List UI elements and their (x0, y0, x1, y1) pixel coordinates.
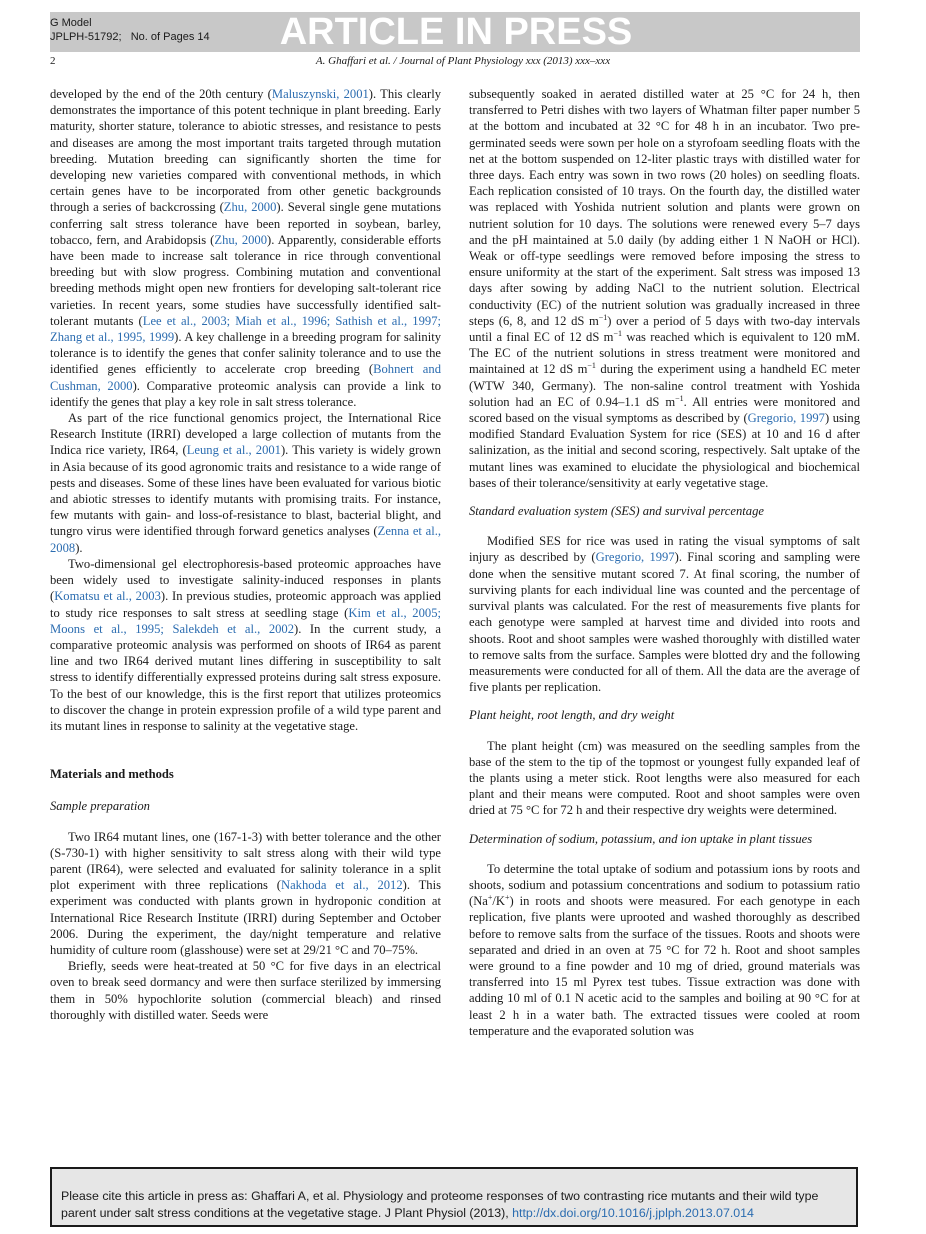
subsection-heading: Plant height, root length, and dry weight (469, 708, 675, 723)
reference-link[interactable]: Bohnert and Cushman, 2000 (50, 362, 441, 393)
paragraph: The plant height (cm) was measured on the seedling samples from the base of the stem to the tip of the topmost or youngest fully expanded leaf of the plants using a meter stick. Root lengths were also measured for each plant and their means were computed. Root and shoot samples were oven dried at 75 °C for 72 h and their respective dry weights were determined. (469, 738, 860, 818)
right-column (469, 86, 860, 1039)
paragraph: Two IR64 mutant lines, one (167-1-3) with better tolerance and the other (S-730-1) with higher sensitivity to salt stress along with their wild type parent (IR64), were selected and evaluated for salinity tolerance in a split plot experiment with three replications (Nakhoda et al., 2012). This experiment was conducted with plants grown in hydroponic condition at International Rice Research Institute (IRRI) during September and October 2006. During the experiment, the day/night temperature and relative humidity of culture room (glasshouse) were set at 29/21 °C and 70–75%. (50, 829, 442, 957)
paragraph: As part of the rice functional genomics project, the International Rice Research Institute (IRRI) developed a large collection of mutants from the Indica rice variety, IR64, (Leung et al., 2001). This variety is widely grown in Asia because of its good agronomic traits and resistance to a wide range of pests and diseases. Some of these lines have been evaluated for various biotic and abiotic stresses to identify mutants with promising traits. For instance, few mutants with gain- and loss-of-resistance to blast, bacterial blight, and tungro virus were identified through forward genetics analyses (Zenna et al., 2008). (50, 411, 441, 555)
reference-link[interactable]: Gregorio, 1997 (595, 550, 675, 565)
reference-link[interactable]: Maluszynski, 2001 (271, 87, 369, 101)
paragraph: Modified SES for rice was used in rating the visual symptoms of salt injury as described by (Gregorio, 1997). Final scoring and sampling were done when the sensitive mutant scored 7. At final scoring, the number of surviving plants for each individual line was counted and the percentage of survival plants was calculated. For the rest of measurements five plants for each genotype were sampled at harvest time and divided into roots and shoots. Root and shoot samples were washed thoroughly with distilled water to remove salts from the surface. Samples were blotted dry and the following measurements were conducted for all of them. All the data are the average of five plants per replication. (469, 534, 860, 695)
reference-link[interactable]: Zenna et al., 2008 (50, 524, 441, 555)
paragraph: developed by the end of the 20th century (Maluszynski, 2001). This clearly demonstrates the importance of this potent technique in plant breeding. Early maturity, shorter stature, tolerance to abiotic stresses, and resistance to pests and diseases are among the most important traits targeted through mutation breeding. Mutation breeding can significantly shorten the time for developing new varieties compared with conventional methods, in which certain genes have to be incorporated from other genetic backgrounds through a series of backcrossing (Zhu, 2000). Several single gene mutations conferring salt stress tolerance have been reported in soybean, barley, tobacco, fern, and Arabidopsis (Zhu, 2000). Apparently, considerable efforts have been made to increase salt tolerance in rice through conventional breeding but with slow progress. Combining mutation and conventional breeding methods might open new frontiers for developing salt-tolerant rice varieties. In recent years, some studies have successfully identified salt-tolerant mutants (Lee et al., 2003; Miah et al., 1996; Sathish et al., 1997; Zhang et al., 1995, 1999). A key challenge in a breeding program for salinity tolerance is to identify the genes that confer salinity tolerance and to use the identified genes efficiently to accelerate crop breeding (Bohnert and Cushman, 2000). Comparative proteomic analysis can provide a link to identify the genes that play a key role in salt stress tolerance. (50, 87, 442, 409)
journal-code: JPLPH-51792; (50, 31, 122, 43)
paragraph: Briefly, seeds were heat-treated at 50 °C for five days in an electrical oven to break seed dormancy and were then surface sterilized by immersing them in 50% hypochlorite solution (commercial bleach) and rinsed thoroughly with distilled water. Seeds were (50, 959, 441, 1022)
left-column (50, 86, 441, 1023)
reference-link[interactable]: Nakhoda et al., 2012 (280, 878, 403, 893)
gmodel-label: G Model (50, 17, 92, 29)
subsection-heading: Sample preparation (50, 799, 150, 814)
citation-text: Please cite this article in press as: Ghaffari A, et al. Physiology and proteome responses of two contrasting rice mutants and their wild type parent under salt stress conditions at the vegetative stage. J Plant Physiol (2013), (61, 1189, 819, 1220)
citation-box (50, 1167, 858, 1227)
reference-link[interactable]: Leung et al., 2001 (186, 443, 281, 458)
page-number: 2 (50, 55, 56, 67)
reference-link[interactable]: Gregorio, 1997 (747, 411, 825, 426)
paragraph: To determine the total uptake of sodium and potassium ions by roots and shoots, sodium and potassium concentrations and sodium to potassium ratio (Na+/K+) in roots and shoots were measured. For each genotype in each replication, five plants were uprooted and washed thoroughly as described before to remove salts from the surface of the tissues. Roots and shoots were separated and dried in an oven at 75 °C for 72 h. Root and shoot samples were ground to a fine powder and 10 mg of dried, ground materials was transferred into 15 ml Pyrex test tubes. Tissue extraction was done with adding 10 ml of 0.1 N acetic acid to the samples and boiling at 90 °C for at least 2 h in a water bath. The extracted tissues were cooled at room temperature and the evaporated solution was (469, 861, 860, 1038)
running-head: A. Ghaffari et al. / Journal of Plant Physiology xxx (2013) xxx–xxx (315, 55, 611, 67)
reference-link[interactable]: Zhu, 2000 (214, 232, 268, 247)
section-heading: Materials and methods (50, 767, 174, 782)
article-in-press-title: ARTICLE IN PRESS (279, 11, 633, 53)
paragraph: Two-dimensional gel electrophoresis-based proteomic approaches have been widely used to investigate salinity-induced responses in plants (Komatsu et al., 2003). In previous studies, proteomic approach was applied to study rice responses to salt stress at seedling stage (Kim et al., 2005; Moons et al., 1995; Salekdeh et al., 2002). In the current study, a comparative proteomic analysis was performed on shoots of IR64 as parent line and two IR64 derived mutant lines differing in susceptibility to salt stress to identify differentially expressed proteins during salt stress exposure. To the best of our knowledge, this is the first report that utilizes proteomics to discover the change in protein expression profile of a wild type parent and its mutant lines in response to salinity at the vegetative stage. (50, 556, 441, 733)
reference-link[interactable]: Komatsu et al., 2003 (54, 589, 161, 604)
subsection-heading: Determination of sodium, potassium, and ion uptake in plant tissues (469, 831, 813, 846)
paragraph: subsequently soaked in aerated distilled water at 25 °C for 24 h, then transferred to Petri dishes with two layers of Whatman filter paper number 5 at the bottom and incubated at 32 °C for 48 h in an incubator. Two pre-germinated seeds were sown per hole on a styrofoam seedling floats with the net at the bottom suspended on 12-liter plastic trays with distilled water for three days. Each entry was sown in two rows (20 holes) on seedling floats. Each replication consisted of 10 trays. On the fourth day, the distilled water was replaced with Yoshida nutrient solution and plants were grown on nutrient solution for 10 days. The solutions were renewed every 5–7 days and the pH maintained at 5.0 daily (by adding either 1 N NaOH or HCl). Weak or off-type seedlings were removed before imposing the stress to ensure uniformity at the start of the experiment. Salt stress was imposed 13 days after sowing by adding NaCl to the nutrient solution. Electrical conductivity (EC) of the nutrient solution was gradually increased in three steps (6, 8, and 12 dS $m^{-1}$) over a period of 5 days with two-day intervals until a final EC of 12 dS $m^{-1}$ was reached which is equivalent to 120 mM. The EC of the nutrient solutions in stress treatment were monitored and maintained at 12 dS $m^{-1}$ during the experiment using a handheld EC meter (WTW 340, Germany). The non-saline control treatment with Yoshida solution had an EC of 0.94–1.1 dS $m^{-1}$. All entries were monitored and scored based on the visual symptoms as described by (Gregorio, 1997) using modified Standard Evaluation System for rice (SES) at 10 and 16 d after salinization, as the initial and second scoring, respectively. Salt uptake of the mutant lines was examined to elucidate the physiological and biochemical bases of their tolerance/sensitivity at early vegetative stage. (469, 87, 861, 490)
reference-link[interactable]: Lee et al., 2003; Miah et al., 1996; Sathish et al., 1997; Zhang et al., 1995, 1999 (50, 313, 441, 345)
manuscript-info (50, 16, 210, 44)
subsection-heading: Standard evaluation system (SES) and survival percentage (469, 504, 764, 519)
reference-link[interactable]: Zhu, 2000 (223, 200, 277, 215)
page-count: No. of Pages 14 (130, 31, 210, 43)
doi-link[interactable]: http://dx.doi.org/10.1016/j.jplph.2013.07.014 (512, 1206, 754, 1220)
reference-link[interactable]: Kim et al., 2005; Moons et al., 1995; Salekdeh et al., 2002 (50, 605, 441, 636)
